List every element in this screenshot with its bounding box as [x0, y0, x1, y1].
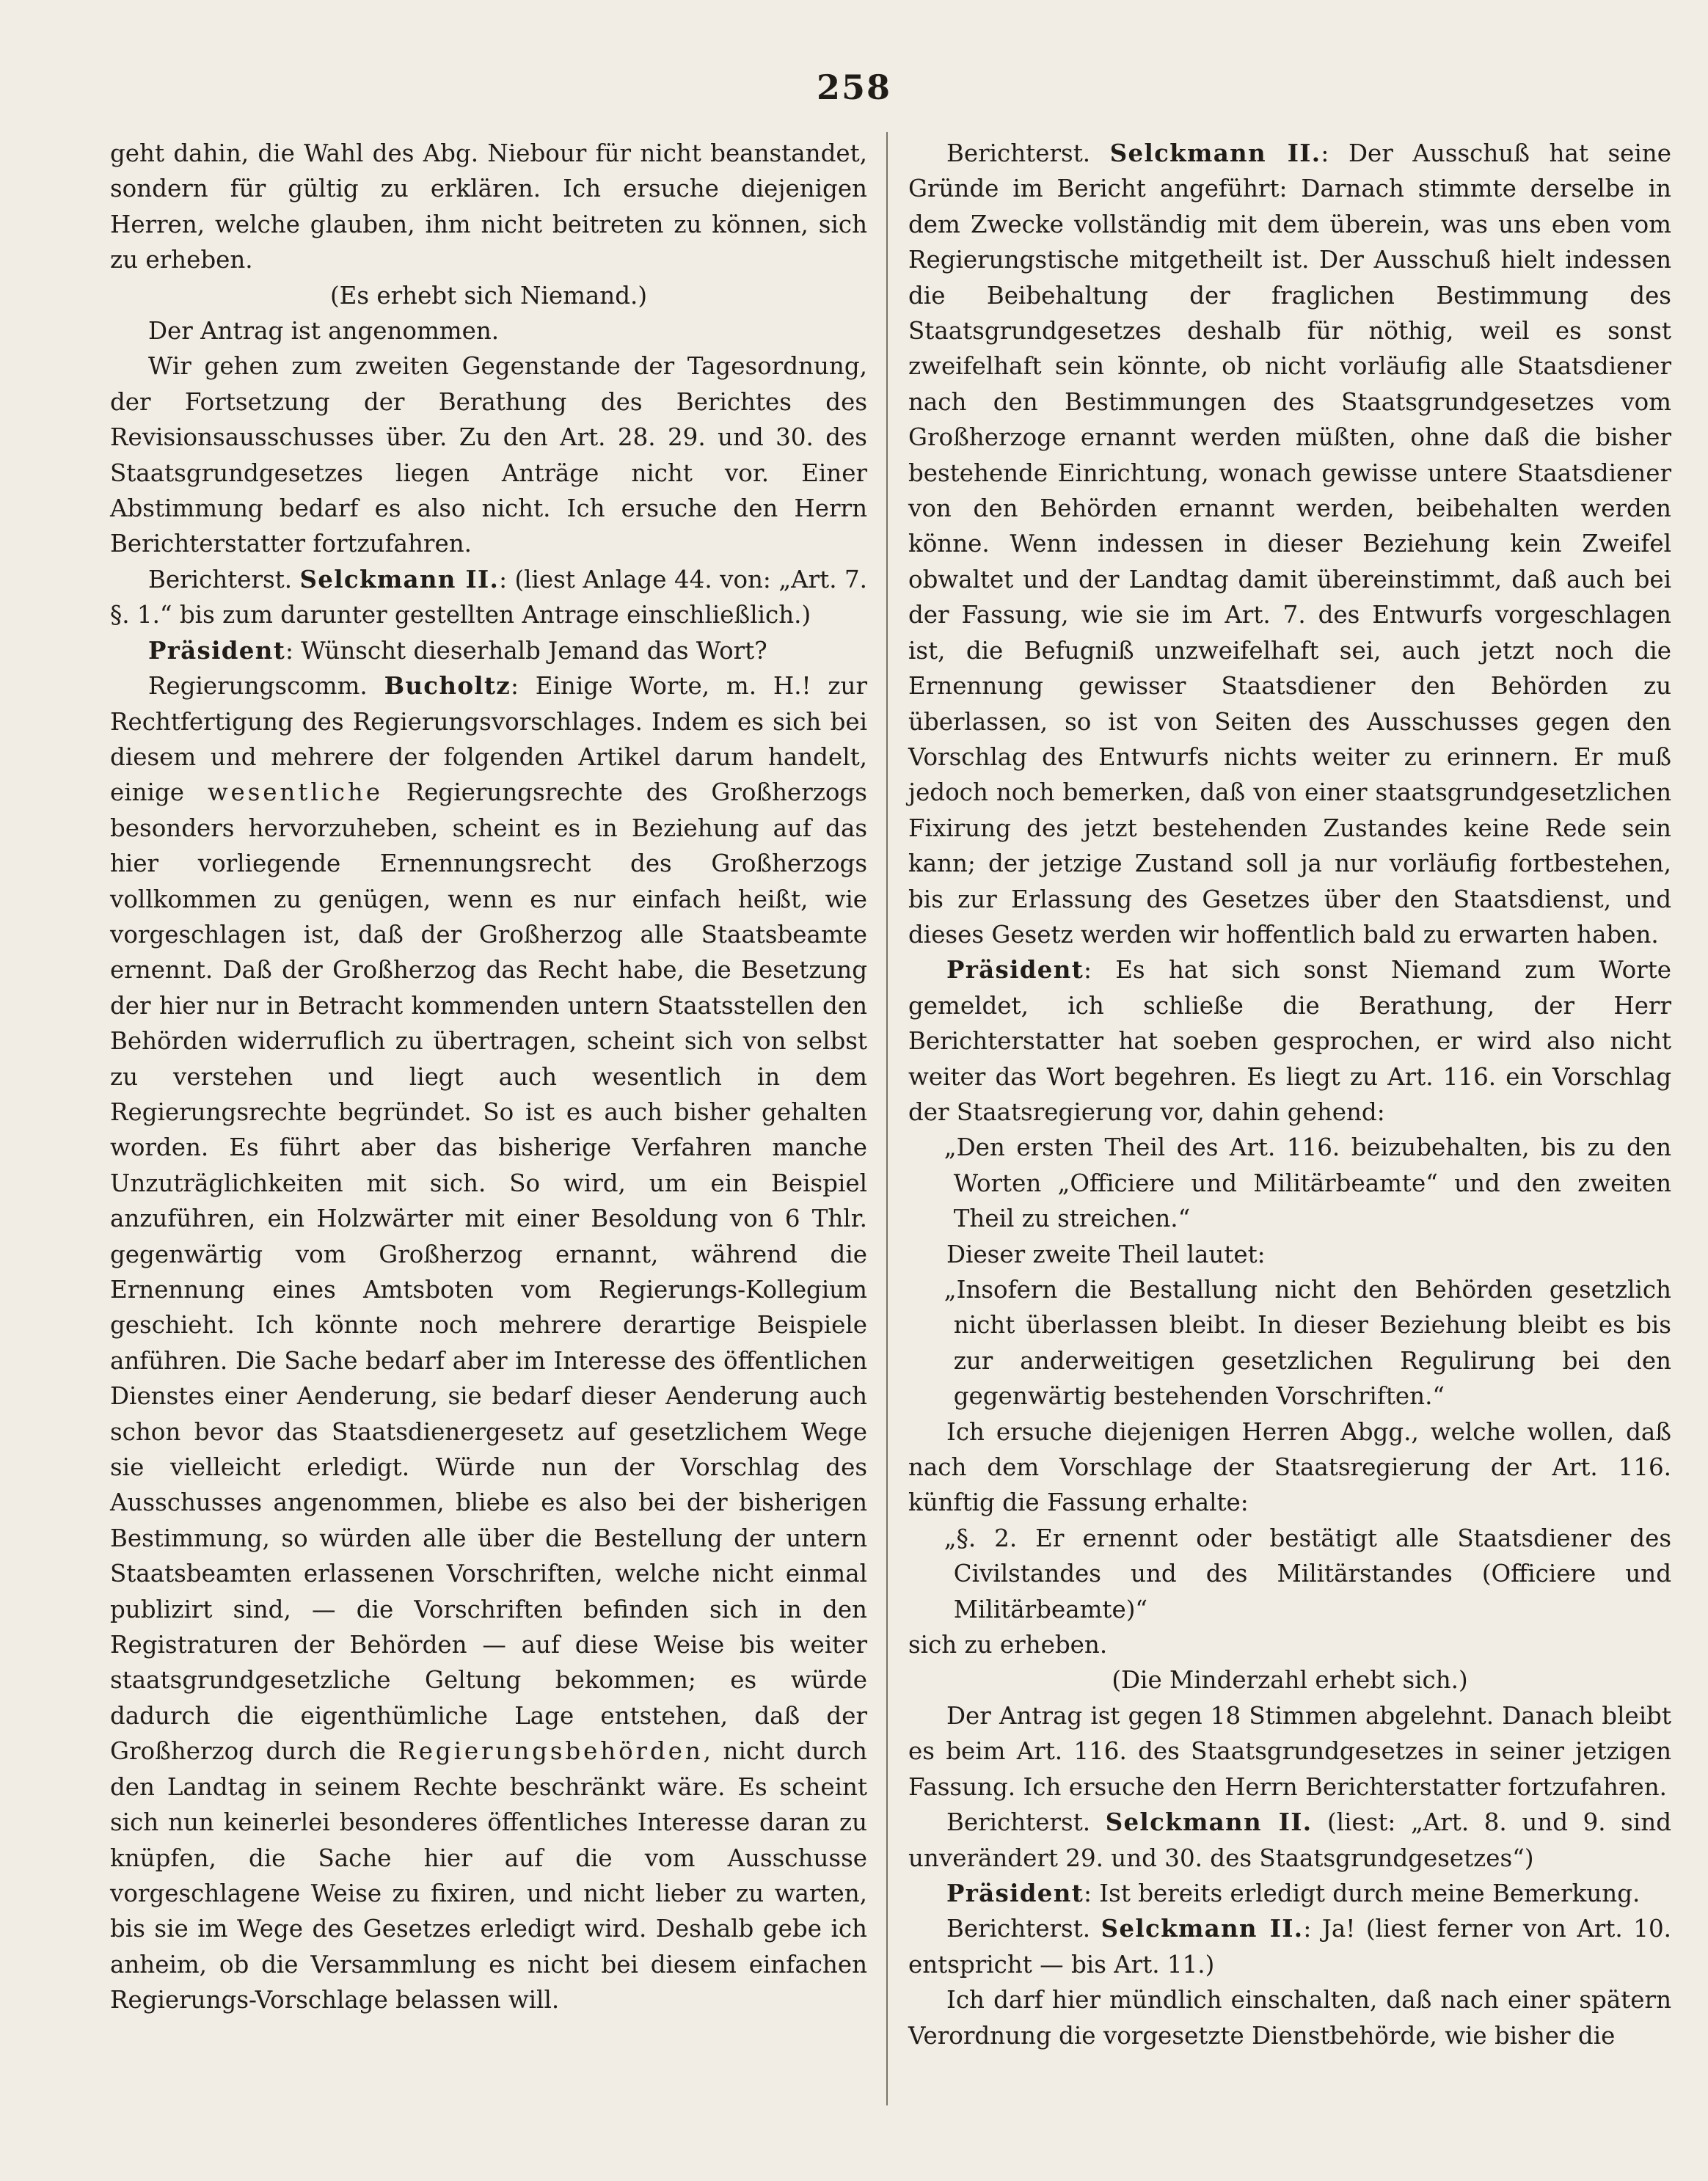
paragraph: sich zu erheben.	[908, 1631, 1108, 1659]
speech-paragraph	[110, 562, 867, 633]
speaker-name: Selckmann II.	[1109, 139, 1321, 167]
speech-paragraph	[110, 633, 867, 668]
speech-paragraph	[908, 952, 1671, 1130]
speaker-title: Regierungscomm.	[148, 672, 368, 701]
quotation: „Den ersten Theil des Art. 116. beizubehalten, bis zu den Worten „Officiere und Militärbeamte“ und den zweiten Theil zu streichen.“	[944, 1133, 1671, 1233]
speech-text: (liest: „Art. 8. und 9. sind unverändert 29. und 30. des Staatsgrundgesetzes“)	[908, 1808, 1671, 1872]
speaker-title: Berichterst.	[946, 1915, 1091, 1943]
emphasis-spaced: wesentliche	[207, 778, 383, 807]
speaker-name: Selckmann II.	[1101, 1914, 1304, 1943]
speaker-name: Präsident	[946, 955, 1084, 984]
column-divider	[886, 132, 888, 2105]
speaker-name: Präsident	[148, 635, 286, 665]
quotation: „§. 2. Er ernennt oder bestätigt alle Staatsdiener des Civilstandes und des Militärstandes (Officiere und Militärbeamte)“	[944, 1524, 1671, 1623]
speech-paragraph	[908, 1876, 1671, 1911]
paragraph: geht dahin, die Wahl des Abg. Niebour für nicht beanstandet, sondern für gültig zu erklären. Ich ersuche diejenigen Herren, welche glauben, ihm nicht beitreten zu können, sich zu erheben.	[110, 139, 867, 274]
speech-text: : Einige Worte, m. H.! zur Rechtfertigung des Regierungsvorschlages. Indem es sich bei diesem und mehrere der folgenden Artikel darum handelt, einige	[110, 672, 868, 807]
speech-paragraph	[908, 1805, 1671, 1876]
paragraph: Der Antrag ist angenommen.	[148, 317, 500, 346]
speech-text: Regierungsrechte des Großherzogs besonders hervorzuheben, scheint es in Beziehung auf das hier vorliegende Ernennungsrecht des Großherzogs vollkommen zu genügen, wenn es nur einfach heißt, wie vorgeschlagen ist, daß der Großherzog alle Staatsbeamte ernennt. Daß der Großherzog das Recht habe, die Besetzung der hier nur in Betracht kommenden untern Staatsstellen den Behörden widerruflich zu übertragen, scheint sich von selbst zu verstehen und liegt auch wesentlich in dem Regierungsrechte begründet. So ist es auch bisher gehalten worden. Es führt aber das bisherige Verfahren manche Unzuträglichkeiten mit sich. So wird, um ein Beispiel anzuführen, ein Holzwärter mit einer Besoldung von 6 Thlr. gegenwärtig vom Großherzog ernannt, während die Ernennung eines Amtsboten vom Regierungs-Kollegium geschieht. Ich könnte noch mehrere derartige Beispiele anführen. Die Sache bedarf aber im Interesse des öffentlichen Dienstes einer Aenderung, sie bedarf dieser Aenderung auch schon bevor das Staatsdienergesetz auf gesetzlichem Wege sie vielleicht erledigt. Würde nun der Vorschlag des Ausschusses angenommen, bliebe es also bei der bisherigen Bestimmung, so würden alle über die Bestellung der untern Staatsbeamten erlassenen Vorschriften, welche nicht einmal publizirt sind, — die Vorschriften befinden sich in den Registraturen der Behörden — auf diese Weise bis weiter staatsgrundgesetzliche Geltung bekommen; es würde dadurch die eigenthümliche Lage entstehen, daß der Großherzog durch die	[110, 778, 867, 1766]
page-number: 258	[816, 67, 892, 107]
speech-text: : Ist bereits erledigt durch meine Bemerkung.	[1084, 1879, 1641, 1907]
speech-text: , nicht durch den Landtag in seinem Rechte beschränkt wäre. Es scheint sich nun keinerlei besonderes öffentliches Interesse daran zu knüpfen, die Sache hier auf die vom Ausschusse vorgeschlagene Weise zu fixiren, und nicht lieber zu warten, bis sie im Wege des Gesetzes erledigt wird. Deshalb gebe ich anheim, ob die Versammlung es nicht bei diesem einfachen Regierungs-Vorschlage belassen will.	[110, 1737, 867, 2014]
paragraph: Der Antrag ist gegen 18 Stimmen abgelehnt. Danach bleibt es beim Art. 116. des Staatsgrundgesetzes in seiner jetzigen Fassung. Ich ersuche den Herrn Berichterstatter fortzufahren.	[908, 1701, 1671, 1801]
speaker-title: Berichterst.	[946, 1808, 1091, 1837]
speech-text: : (liest Anlage 44. von: „Art. 7. §. 1.“ bis zum darunter gestellten Antrage einschließlich.)	[110, 565, 867, 629]
quotation: „Insofern die Bestallung nicht den Behörden gesetzlich nicht überlassen bleibt. In dieser Beziehung bleibt es bis zur anderweitigen gesetzlichen Regulirung bei den gegenwärtig bestehenden Vorschriften.“	[944, 1276, 1671, 1411]
speaker-name: Selckmann II.	[1105, 1808, 1313, 1837]
speaker-name: Selckmann II.	[299, 564, 500, 593]
speech-text: : Wünscht dieserhalb Jemand das Wort?	[285, 636, 767, 665]
speech-paragraph	[110, 668, 867, 2017]
paragraph: Ich darf hier mündlich einschalten, daß nach einer spätern Verordnung die vorgesetzte Dienstbehörde, wie bisher die	[908, 1986, 1671, 2050]
speech-text: : Ja! (liest ferner von Art. 10. entspricht — bis Art. 11.)	[908, 1915, 1671, 1979]
speech-paragraph	[908, 1911, 1671, 1982]
emphasis-spaced: Regierungsbehörden	[398, 1737, 704, 1766]
speech-text: : Es hat sich sonst Niemand zum Worte gemeldet, ich schließe die Berathung, der Herr Berichterstatter hat soeben gesprochen, er wird also nicht weiter das Wort begehren. Es liegt zu Art. 116. ein Vorschlag der Staatsregierung vor, dahin gehend:	[908, 956, 1671, 1126]
speaker-name: Bucholtz	[384, 671, 511, 701]
stage-direction: (Es erhebt sich Niemand.)	[329, 281, 648, 310]
stage-direction: (Die Minderzahl erhebt sich.)	[1112, 1666, 1468, 1695]
paragraph: Dieser zweite Theil lautet:	[946, 1240, 1266, 1268]
speech-paragraph	[908, 136, 1671, 952]
paragraph: Ich ersuche diejenigen Herren Abgg., welche wollen, daß nach dem Vorschlage der Staatsregierung der Art. 116. künftig die Fassung erhalte:	[908, 1417, 1671, 1517]
speech-text: : Der Ausschuß hat seine Gründe im Bericht angeführt: Darnach stimmte derselbe in dem Zwecke vollständig mit dem überein, was uns eben vom Regierungstische mitgetheilt ist. Der Ausschuß hielt indessen die Beibehaltung der fraglichen Bestimmung des Staatsgrundgesetzes deshalb für nöthig, weil es sonst zweifelhaft sein könnte, ob nicht vorläufig alle Staatsdiener nach den Bestimmungen des Staatsgrundgesetzes vom Großherzoge ernannt werden müßten, ohne daß die bisher bestehende Einrichtung, wonach gewisse untere Staatsdiener von den Behörden ernannt werden, beibehalten werden könne. Wenn indessen in dieser Beziehung kein Zweifel obwaltet und der Landtag damit übereinstimmt, daß auch bei der Fassung, wie sie im Art. 7. des Entwurfs vorgeschlagen ist, die Befugniß unzweifelhaft sei, auch jetzt noch die Ernennung gewisser Staatsdiener den Behörden zu überlassen, so ist von Seiten des Ausschusses gegen den Vorschlag des Entwurfs nichts weiter zu erinnern. Er muß jedoch noch bemerken, daß von einer staatsgrundgesetzlichen Fixirung des jetzt bestehenden Zustandes keine Rede sein kann; der jetzige Zustand soll ja nur vorläufig fortbestehen, bis zur Erlassung des Gesetzes über den Staatsdienst, und dieses Gesetz werden wir hoffentlich bald zu erwarten haben.	[908, 139, 1671, 949]
left-column	[110, 136, 867, 2018]
right-column	[908, 136, 1671, 2053]
speaker-name: Präsident	[946, 1878, 1084, 1907]
speaker-title: Berichterst.	[148, 565, 293, 593]
paragraph: Wir gehen zum zweiten Gegenstande der Tagesordnung, der Fortsetzung der Berathung des Berichtes des Revisionsausschusses über. Zu den Art. 28. 29. und 30. des Staatsgrundgesetzes liegen Anträge nicht vor. Einer Abstimmung bedarf es also nicht. Ich ersuche den Herrn Berichterstatter fortzufahren.	[110, 352, 867, 558]
speaker-title: Berichterst.	[946, 139, 1091, 167]
